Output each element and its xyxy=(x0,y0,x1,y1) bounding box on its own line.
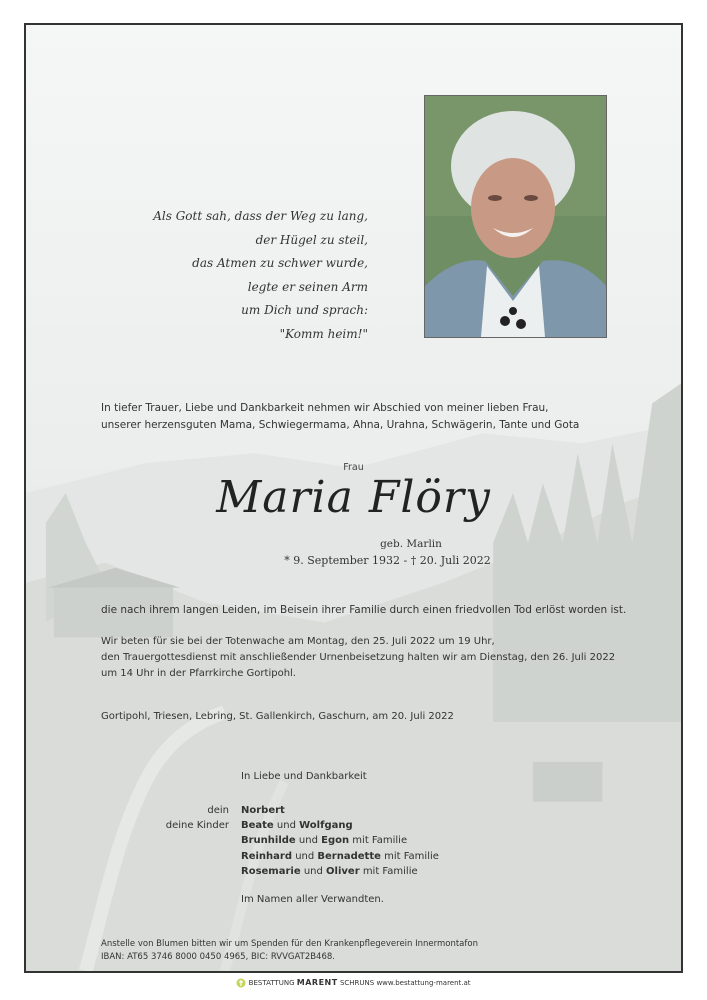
family-line xyxy=(241,833,439,848)
relatives-line: Im Namen aller Verwandten. xyxy=(241,894,384,905)
family-name: Reinhard xyxy=(241,850,292,862)
family-name: Wolfgang xyxy=(299,820,353,832)
family-name: Oliver xyxy=(326,865,360,877)
death-text: die nach ihrem langen Leiden, im Beisein ihrer Familie durch einen friedvollen Tod erlöst worden ist. xyxy=(101,604,627,616)
service-line: Wir beten für sie bei der Totenwache am Montag, den 25. Juli 2022 um 19 Uhr, xyxy=(101,636,495,647)
family-line xyxy=(241,864,439,879)
with-family: mit Familie xyxy=(352,835,408,847)
service-line: um 14 Uhr in der Pfarrkirche Gortipohl. xyxy=(101,668,296,679)
poem-line: um Dich und sprach: xyxy=(241,303,368,317)
family-name: Norbert xyxy=(241,805,285,816)
footer-prefix: BESTATTUNG xyxy=(248,979,295,987)
label-kinder: deine Kinder xyxy=(165,820,229,831)
family-line xyxy=(241,803,439,818)
love-line: In Liebe und Dankbarkeit xyxy=(241,771,367,782)
family-line xyxy=(241,849,439,864)
conjunction: und xyxy=(295,850,315,862)
life-dates: * 9. September 1932 - † 20. Juli 2022 xyxy=(284,554,491,567)
family-name: Egon xyxy=(321,835,350,847)
label-dein: dein xyxy=(207,805,229,816)
relation-labels xyxy=(162,803,229,833)
with-family: mit Familie xyxy=(384,850,439,862)
poem xyxy=(153,205,368,346)
poem-line: das Atmen zu schwer wurde, xyxy=(192,256,368,270)
footer-town: SCHRUNS xyxy=(339,979,375,987)
intro-line: In tiefer Trauer, Liebe und Dankbarkeit nehmen wir Abschied von meiner lieben Frau, xyxy=(101,402,549,414)
poem-line: der Hügel zu steil, xyxy=(255,232,368,247)
family-name: Rosemarie xyxy=(241,865,301,877)
family-list xyxy=(241,803,439,879)
conjunction: und xyxy=(303,865,323,877)
place-date: Gortipohl, Triesen, Lebring, St. Gallenkirch, Gaschurn, am 20. Juli 2022 xyxy=(101,711,454,722)
footer xyxy=(0,978,707,988)
service-text xyxy=(101,634,615,682)
poem-line: "Komm heim!" xyxy=(279,326,368,341)
donation-line: IBAN: AT65 3746 8000 0450 4965, BIC: RVVGAT2B468. xyxy=(101,952,335,962)
service-line: den Trauergottesdienst mit anschließender Urnenbeisetzung halten wir am Dienstag, den 26. Juli 2022 xyxy=(101,652,616,663)
birth-name: geb. Marlin xyxy=(380,538,442,550)
portrait-photo xyxy=(424,95,607,338)
conjunction: und xyxy=(298,835,318,847)
funeral-logo-icon xyxy=(236,978,246,988)
deceased-name: Maria Flöry xyxy=(216,472,491,523)
donation-line: Anstelle von Blumen bitten wir um Spenden für den Krankenpflegeverein Innermontafon xyxy=(101,939,478,949)
intro-text xyxy=(101,400,579,433)
poem-line: Als Gott sah, dass der Weg zu lang, xyxy=(153,209,368,223)
family-line xyxy=(241,818,439,833)
with-family: mit Familie xyxy=(362,865,418,877)
obituary-card xyxy=(24,23,683,973)
poem-line: legte er seinen Arm xyxy=(247,279,368,294)
family-name: Bernadette xyxy=(317,850,381,862)
footer-url[interactable]: www.bestattung-marent.at xyxy=(376,979,471,987)
footer-brand: MARENT xyxy=(296,978,338,987)
conjunction: und xyxy=(276,820,296,832)
intro-line: unserer herzensguten Mama, Schwiegermama, Ahna, Urahna, Schwägerin, Tante und Gota xyxy=(101,418,580,431)
title-prefix: Frau xyxy=(343,462,364,473)
family-name: Brunhilde xyxy=(241,835,296,847)
donation-note xyxy=(101,938,478,964)
family-name: Beate xyxy=(241,820,274,832)
